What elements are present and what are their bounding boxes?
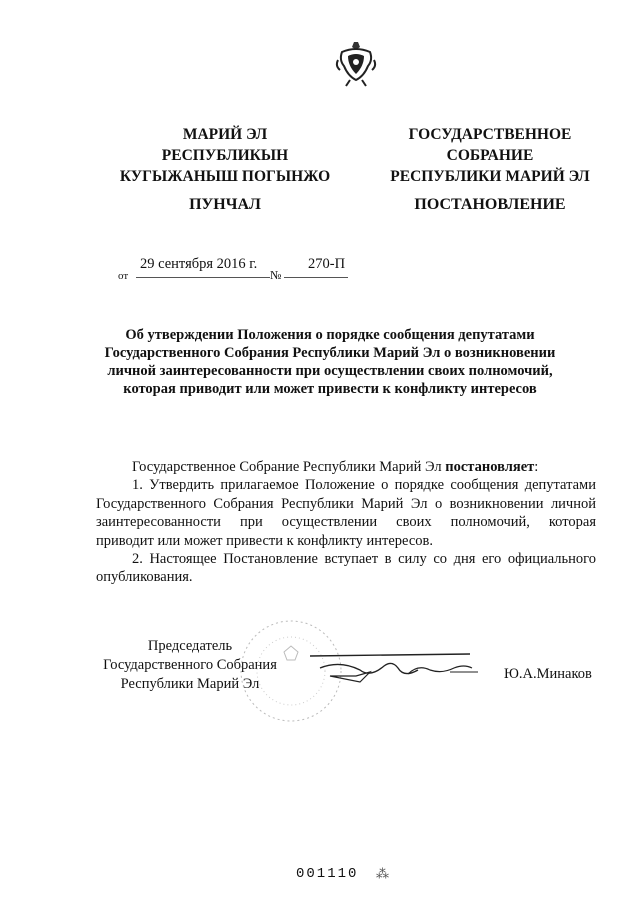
- asterisk-mark-icon: ⁂: [376, 866, 389, 881]
- number-sign: №: [270, 268, 282, 282]
- document-number: 270-П: [308, 256, 346, 272]
- header-right-line: СОБРАНИЕ: [446, 147, 534, 164]
- title-line: которая приводит или может привести к конфликту интересов: [123, 381, 537, 397]
- item-1: [96, 476, 596, 550]
- item-1-line: 1. Утвердить прилагаемое Положение о порядке сообщения депутатами: [132, 477, 596, 494]
- title-line: Об утверждении Положения о порядке сообщения депутатами: [125, 327, 535, 343]
- position-line: Государственного Собрания: [103, 657, 277, 673]
- document-date: 29 сентября 2016 г.: [140, 256, 258, 272]
- signatory-name: Ю.А.Минаков: [504, 666, 592, 682]
- title-line: Государственного Собрания Республики Марий Эл о возникновении: [104, 345, 556, 361]
- title-line: личной заинтересованности при осуществлении своих полномочий,: [107, 363, 553, 379]
- date-underline: [136, 277, 270, 278]
- header-left-line: КУГЫЖАНЫШ ПОГЫНЖО: [119, 168, 331, 185]
- item-1-line: Государственного Собрания Республики Марий Эл о возникновении личной: [96, 495, 596, 512]
- coat-of-arms-emblem: [334, 40, 378, 88]
- number-underline: [284, 277, 348, 278]
- intro-decides: постановляет: [445, 459, 535, 475]
- item-2: [96, 550, 596, 587]
- header-left-line: РЕСПУБЛИКЫН: [161, 147, 289, 164]
- item-1-line: заинтересованности при осуществлении своих полномочий, которая: [96, 514, 596, 531]
- header-right-line: РЕСПУБЛИКИ МАРИЙ ЭЛ: [390, 168, 590, 185]
- handwritten-signature: [300, 650, 500, 690]
- item-1-line: приводит или может привести к конфликту интересов.: [96, 532, 433, 549]
- position-line: Республики Марий Эл: [120, 676, 260, 692]
- header-right-block: [370, 124, 610, 187]
- header-left-line: МАРИЙ ЭЛ: [182, 126, 268, 143]
- resolution-intro: [96, 458, 596, 476]
- act-type-mari: ПУНЧАЛ: [189, 196, 261, 213]
- intro-text: Государственное Собрание Республики Марий Эл: [132, 459, 446, 475]
- document-title: [80, 326, 580, 398]
- position-line: Председатель: [147, 638, 233, 654]
- item-2-line: опубликования.: [96, 569, 193, 586]
- header-left-block: [110, 124, 340, 187]
- item-2-line: 2. Настоящее Постановление вступает в силу со дня его официального: [132, 551, 596, 568]
- date-prefix: от: [118, 270, 129, 282]
- serial-number: 001110: [296, 866, 359, 882]
- header-right-line: ГОСУДАРСТВЕННОЕ: [408, 126, 572, 143]
- document-body: [96, 458, 596, 587]
- act-type-russian: ПОСТАНОВЛЕНИЕ: [414, 196, 566, 213]
- date-number-line: [118, 256, 368, 286]
- intro-colon: :: [534, 459, 539, 475]
